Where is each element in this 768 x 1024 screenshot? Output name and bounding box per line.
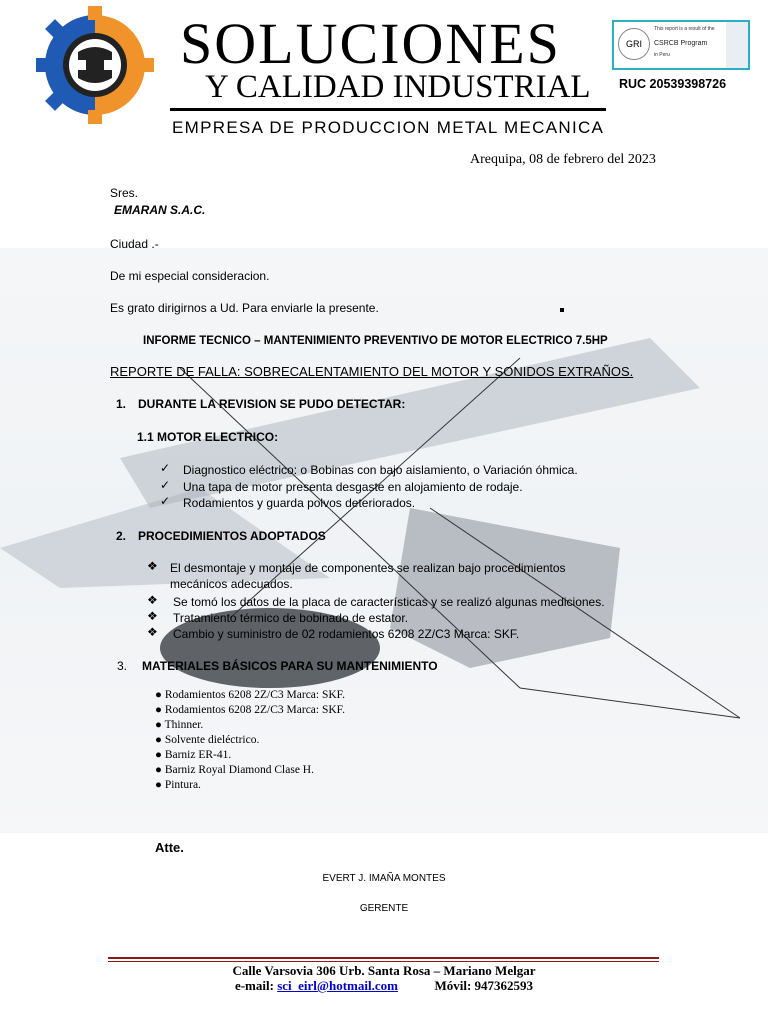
gri-small-text: This report is a result of the [654,26,715,32]
brand-divider [170,108,606,111]
section3-heading: MATERIALES BÁSICOS PARA SU MANTENIMIENTO [142,659,438,673]
ruc-number: RUC 20539398726 [619,77,727,91]
company-logo-gear-icon [30,6,160,124]
list-item: Se tomó los datos de la placa de características y se realizó algunas mediciones. [173,595,605,609]
footer-contact [0,978,768,994]
list-item: Tratamiento térmico de bobinado de estator. [173,611,409,625]
footer-divider [108,957,659,959]
phone-number: Móvil: 947362593 [434,978,534,993]
diamond-bullet-icon: ❖ [147,625,158,639]
section2-number: 2. [116,529,127,543]
fault-report: REPORTE DE FALLA: SOBRECALENTAMIENTO DEL MOTOR Y SONIDOS EXTRAÑOS. [110,364,634,379]
dot-mark [560,308,564,312]
gri-badge [612,20,750,70]
gri-program: CSRCB Program [654,40,708,47]
signer-name: EVERT J. IMAÑA MONTES [322,873,446,884]
letter-date: Arequipa, 08 de febrero del 2023 [470,152,656,167]
list-item: ● Barniz Royal Diamond Clase H. [155,764,314,776]
section1-subheading: 1.1 MOTOR ELECTRICO: [137,430,279,444]
list-item: ● Barniz ER-41. [155,749,232,761]
list-item: Diagnostico eléctrico: o Bobinas con bajo aislamiento, o Variación óhmica. [183,463,578,477]
section2-heading: PROCEDIMIENTOS ADOPTADOS [138,529,326,543]
signer-title: GERENTE [359,903,409,914]
list-item: ● Thinner. [155,719,204,731]
gri-country: in Peru [654,52,670,58]
diamond-bullet-icon: ❖ [147,593,158,607]
checkmark-icon: ✓ [160,494,171,508]
list-item: mecánicos adecuados. [170,577,293,591]
list-item: Rodamientos y guarda polvos deteriorados. [183,496,416,510]
diamond-bullet-icon: ❖ [147,609,158,623]
list-item: ● Pintura. [155,779,201,791]
recipient: EMARAN S.A.C. [114,203,206,217]
greeting: De mi especial consideracion. [110,269,270,283]
footer-address: Calle Varsovia 306 Urb. Santa Rosa – Mariano Melgar [232,963,536,978]
materials-list [155,688,345,793]
diamond-bullet-icon: ❖ [147,559,158,573]
closing: Atte. [155,840,184,855]
list-item: ● Rodamientos 6208 2Z/C3 Marca: SKF. [155,704,346,716]
brand-name-line2: Y CALIDAD INDUSTRIAL [205,69,591,105]
list-item: Cambio y suministro de 02 rodamientos 6208 2Z/C3 Marca: SKF. [173,627,520,641]
list-item: ● Solvente dieléctrico. [155,734,260,746]
salutation: Sres. [110,186,139,200]
gri-logo-icon: GRI [618,28,650,60]
city-line: Ciudad .- [110,237,159,251]
report-title: INFORME TECNICO – MANTENIMIENTO PREVENTIVO DE MOTOR ELECTRICO 7.5HP [143,335,608,347]
gri-stripe [726,22,748,68]
checkmark-icon: ✓ [160,478,171,492]
section1-heading: DURANTE LA REVISION SE PUDO DETECTAR: [138,397,406,411]
list-item: ● Rodamientos 6208 2Z/C3 Marca: SKF. [155,689,346,701]
section3-number: 3. [117,659,128,673]
company-tagline: EMPRESA DE PRODUCCION METAL MECANICA [172,118,605,137]
list-item: Una tapa de motor presenta desgaste en alojamiento de rodaje. [183,480,523,494]
list-item: El desmontaje y montaje de componentes se realizan bajo procedimientos [170,561,566,575]
section1-number: 1. [116,397,127,411]
checkmark-icon: ✓ [160,461,171,475]
footer-divider-thin [108,961,659,962]
intro-text: Es grato dirigirnos a Ud. Para enviarle la presente. [110,301,379,315]
email-label: e-mail: [234,978,274,993]
brand-name-line1: SOLUCIONES [180,11,561,76]
email-link[interactable]: sci_eirl@hotmail.com [277,978,398,993]
